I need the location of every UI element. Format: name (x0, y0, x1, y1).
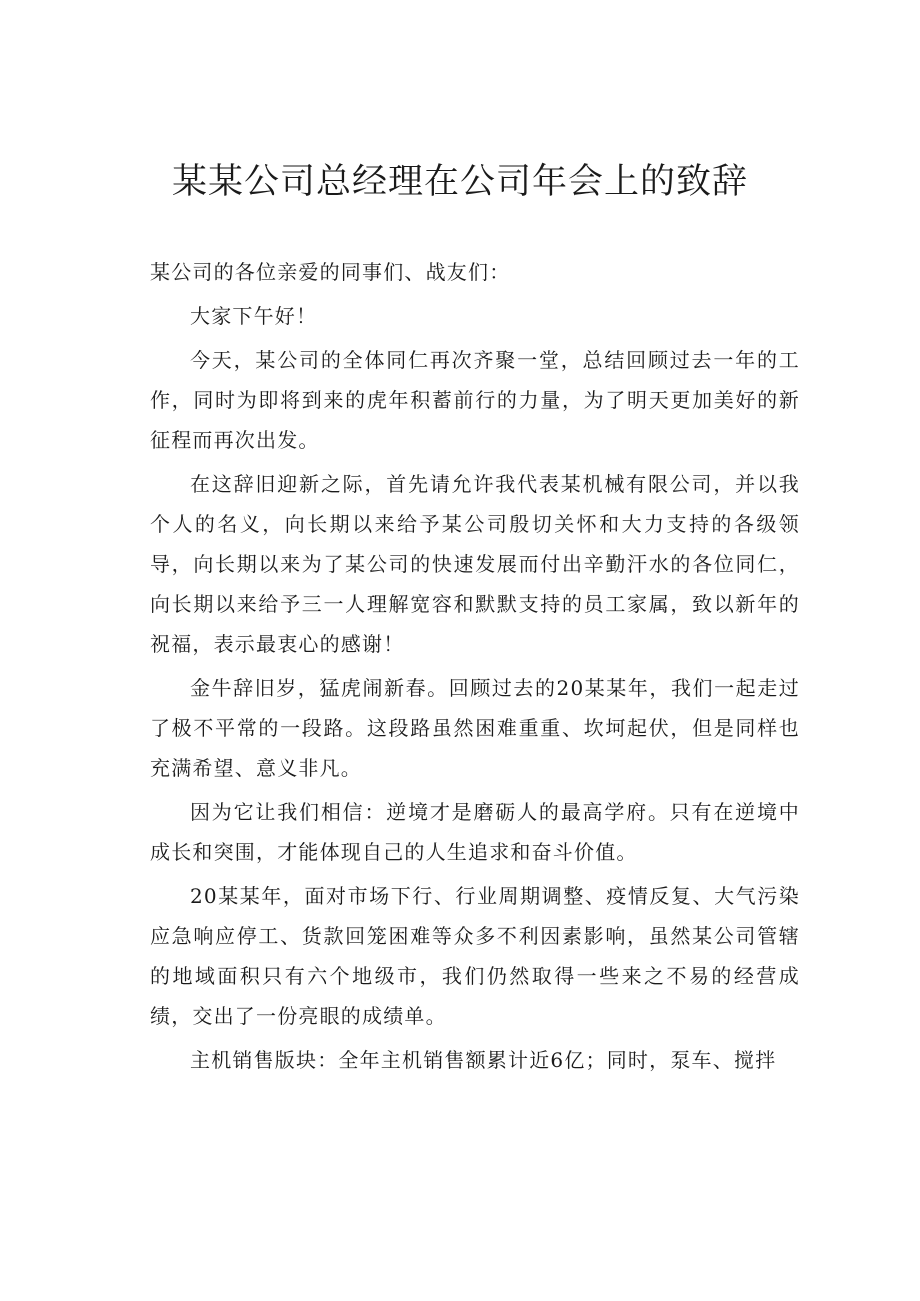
paragraph-adversity: 因为它让我们相信：逆境才是磨砺人的最高学府。只有在逆境中成长和突围，才能体现自己的人生追求和奋斗价值。 (150, 800, 800, 864)
paragraph-greeting: 大家下午好！ (190, 304, 318, 328)
paragraph-review: 金牛辞旧岁，猛虎闹新春。回顾过去的20某某年，我们一起走过了极不平常的一段路。这段路虽然困难重重、坎坷起伏，但是同样也充满希望、意义非凡。 (150, 676, 800, 780)
paragraph-thanks: 在这辞旧迎新之际，首先请允许我代表某机械有限公司，并以我个人的名义，向长期以来给予某公司殷切关怀和大力支持的各级领导，向长期以来为了某公司的快速发展而付出辛勤汗水的各位同仁，向长期以来给予三一人理解宽容和默默支持的员工家属，致以新年的祝福，表示最衷心的感谢！ (150, 472, 800, 656)
document-body (150, 252, 800, 1084)
paragraph-sales: 主机销售版块：全年主机销售额累计近6亿；同时，泵车、搅拌 (190, 1048, 777, 1072)
paragraph-intro: 今天，某公司的全体同仁再次齐聚一堂，总结回顾过去一年的工作，同时为即将到来的虎年积蓄前行的力量，为了明天更加美好的新征程而再次出发。 (150, 348, 800, 452)
document-title: 某某公司总经理在公司年会上的致辞 (171, 162, 748, 202)
paragraph-achievements: 20某某年，面对市场下行、行业周期调整、疫情反复、大气污染应急响应停工、货款回笼困难等众多不利因素影响，虽然某公司管辖的地域面积只有六个地级市，我们仍然取得一些来之不易的经营成绩，交出了一份亮眼的成绩单。 (150, 884, 800, 1028)
salutation: 某公司的各位亲爱的同事们、战友们： (150, 260, 511, 284)
